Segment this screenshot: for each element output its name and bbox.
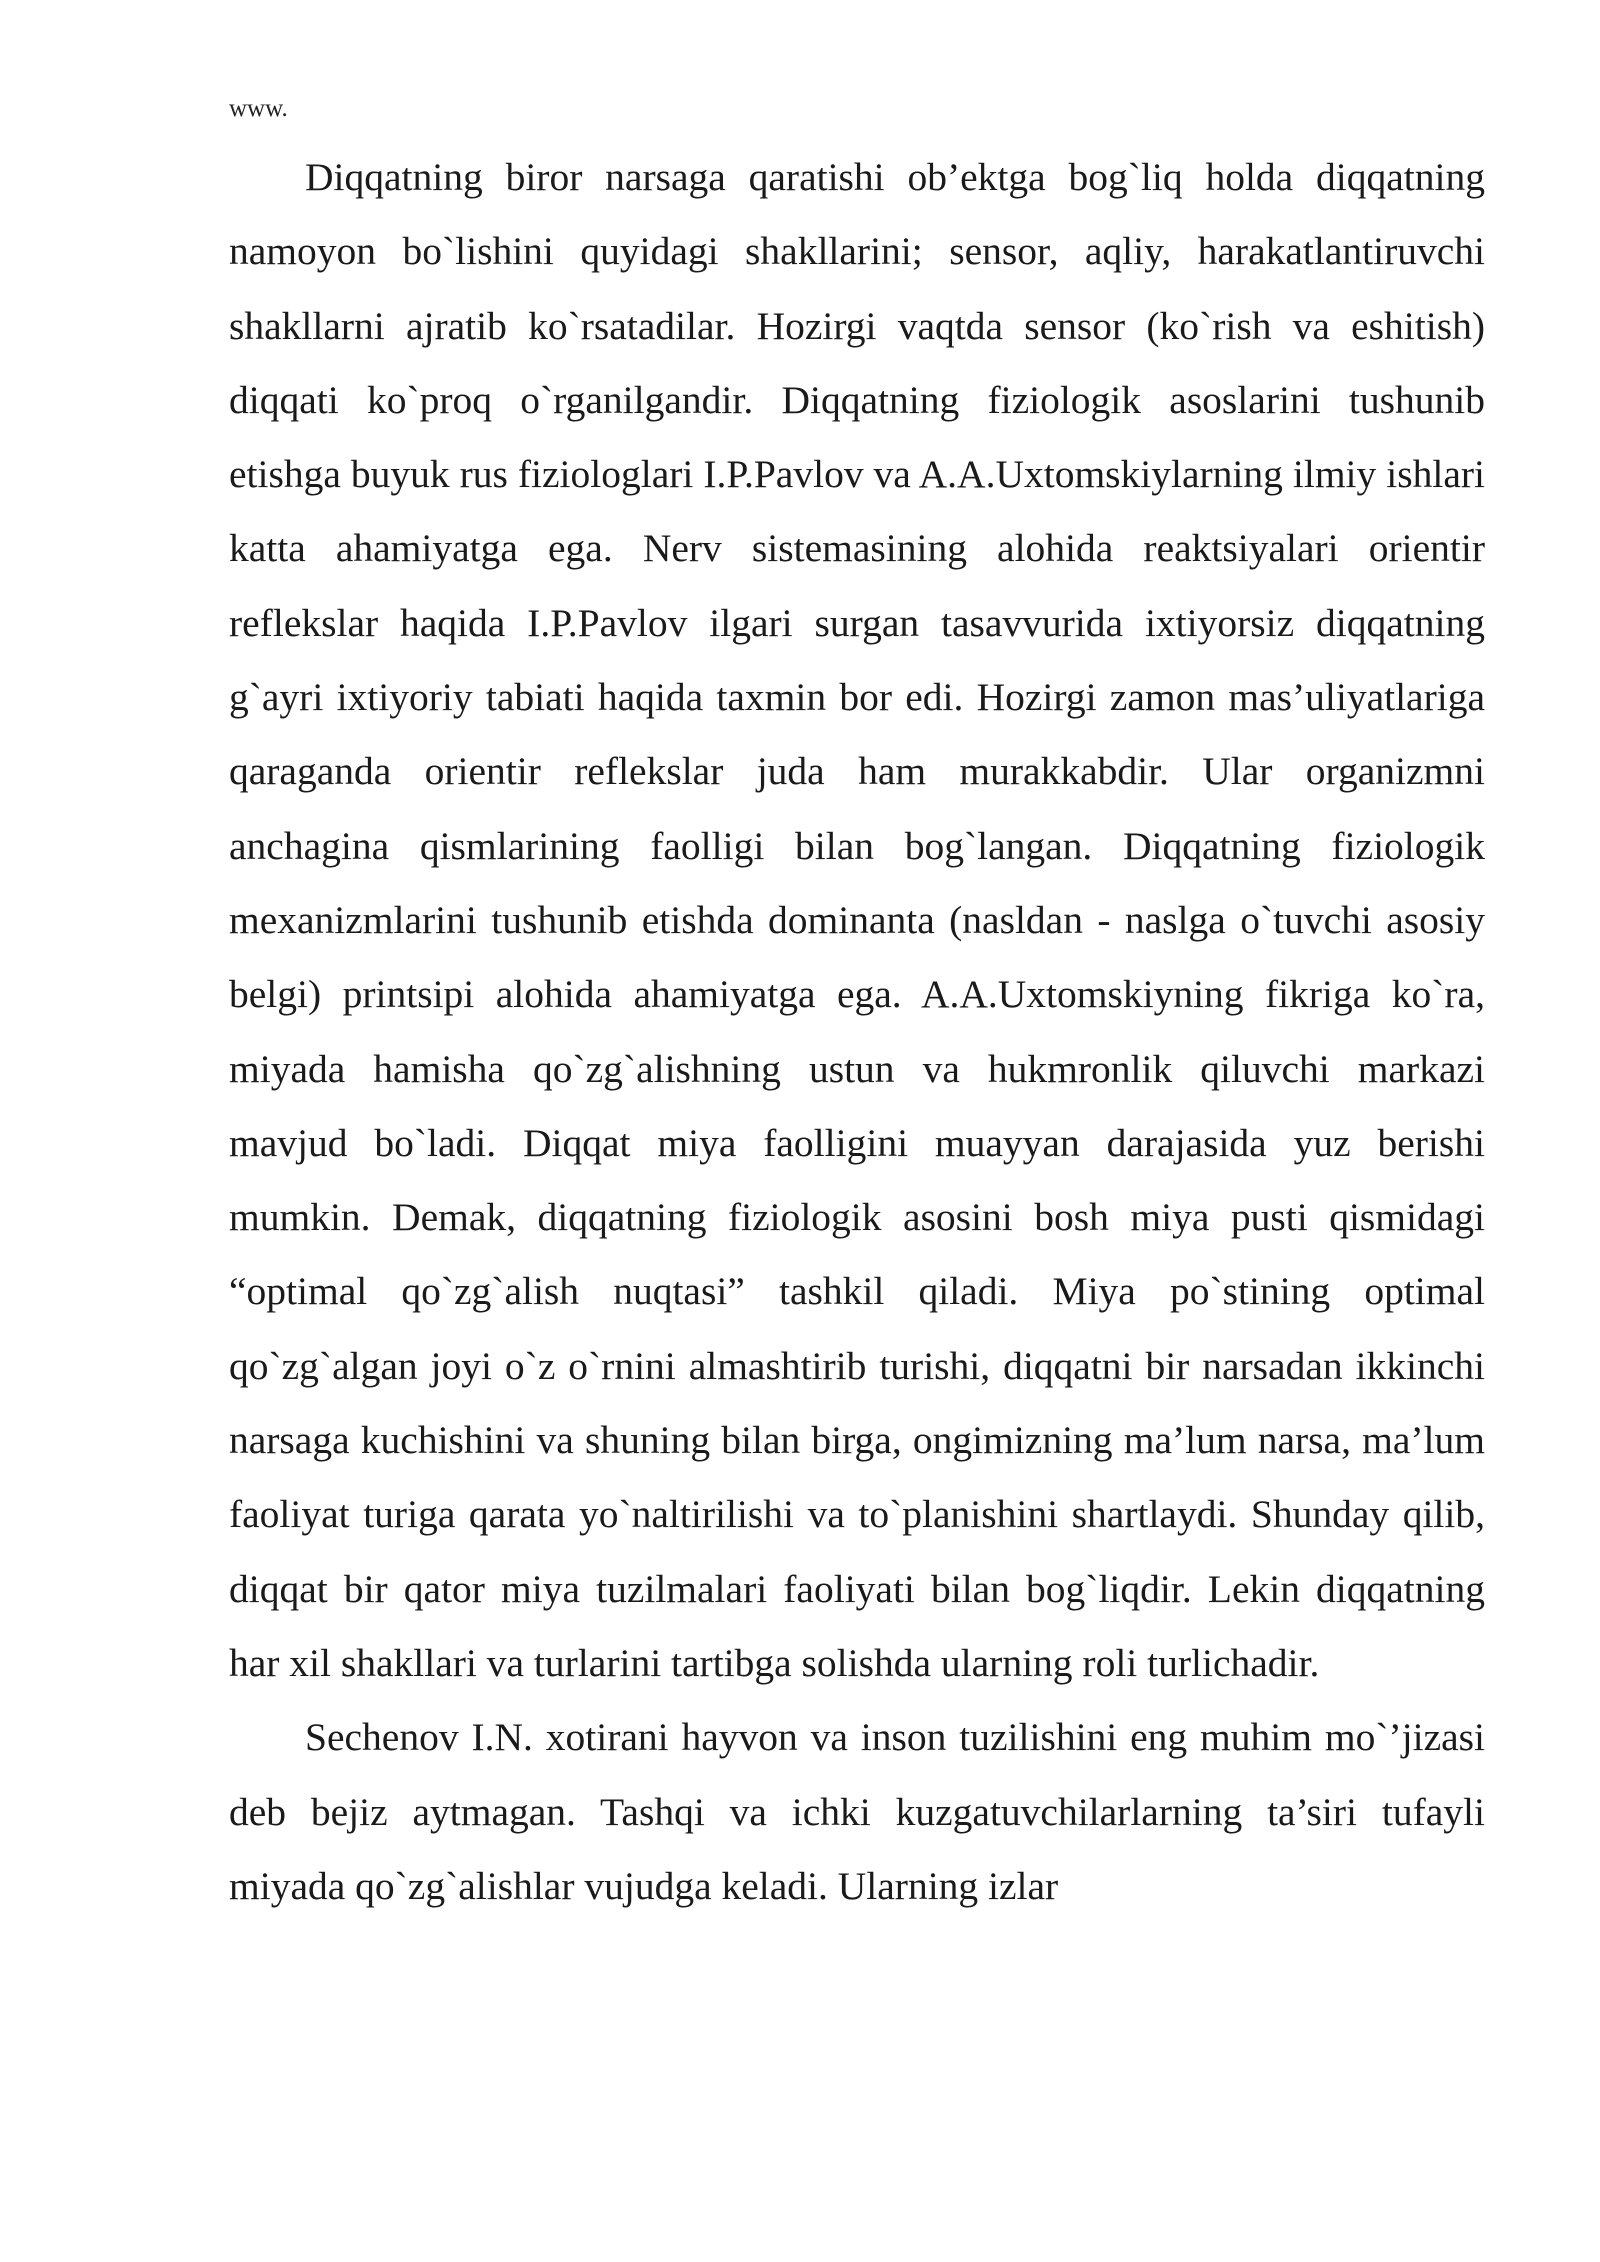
document-body (229, 140, 1485, 1923)
paragraph-memory: Sechenov I.N. xotirani hayvon va inson tuzilishini eng muhim mo`’jizasi deb bejiz aytmagan. Tashqi va ichki kuzgatuvchilarlarning ta’siri tufayli miyada qo`zg`alishlar vujudga keladi. Ularning izlar (229, 1715, 1485, 1908)
page-header-url: www. (229, 95, 288, 122)
paragraph-attention: Diqqatning biror narsaga qaratishi ob’ektga bog`liq holda diqqatning namoyon bo`lishini quyidagi shakllarini; sensor, aqliy, harakatlantiruvchi shakllarni ajratib ko`rsatadilar. Hozirgi vaqtda sensor (ko`rish va eshitish) diqqati ko`proq o`rganilgandir. Diqqatning fiziologik asoslarini tushunib etishga buyuk rus fiziologlari I.P.Pavlov va A.A.Uxtomskiylarning ilmiy ishlari katta ahamiyatga ega. Nerv sistemasining alohida reaktsiyalari orientir reflekslar haqida I.P.Pavlov ilgari surgan tasavvurida ixtiyorsiz diqqatning g`ayri ixtiyoriy tabiati haqida taxmin bor edi. Hozirgi zamon mas’uliyatlariga qaraganda orientir reflekslar juda ham murakkabdir. Ular organizmni anchagina qismlarining faolligi bilan bog`langan. Diqqatning fiziologik mexanizmlarini tushunib etishda dominanta (nasldan - naslga o`tuvchi asosiy belgi) printsipi alohida ahamiyatga ega. A.A.Uxtomskiyning fikriga ko`ra, miyada hamisha qo`zg`alishning ustun va hukmronlik qiluvchi markazi mavjud bo`ladi. Diqqat miya faolligini muayyan darajasida yuz berishi mumkin. Demak, diqqatning fiziologik asosini bosh miya pusti qismidagi “optimal qo`zg`alish nuqtasi” tashkil qiladi. Miya po`stining optimal qo`zg`algan joyi o`z o`rnini almashtirib turishi, diqqatni bir narsadan ikkinchi narsaga kuchishini va shuning bilan birga, ongimizning ma’lum narsa, ma’lum faoliyat turiga qarata yo`naltirilishi va to`planishini shartlaydi. Shunday qilib, diqqat bir qator miya tuzilmalari faoliyati bilan bog`liqdir. Lekin diqqatning har xil shakllari va turlarini tartibga solishda ularning roli turlichadir. (229, 155, 1485, 1685)
